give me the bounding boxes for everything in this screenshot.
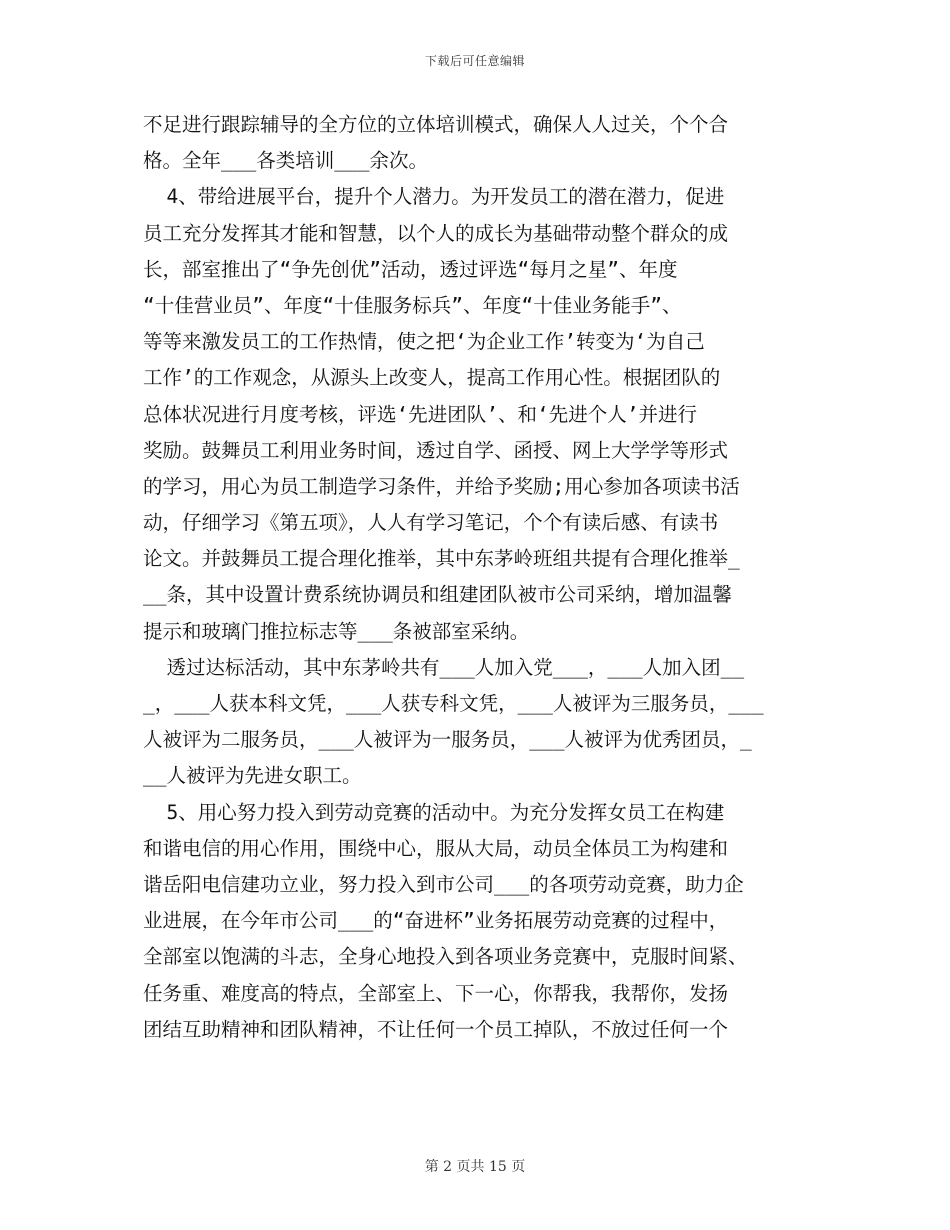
text-line: 工作’的工作观念，从源头上改变人，提高工作用心性。根据团队的 <box>143 366 721 390</box>
text-line: 员工充分发挥其才能和智慧，以个人的成长为基础带动整个群众的成 <box>143 221 729 245</box>
text-line: 动，仔细学习《第五项》，人人有学习笔记，个个有读后感、有读书 <box>143 511 719 535</box>
text-line: 奖励。鼓舞员工利用业务时间，透过自学、函授、网上大学学等形式 <box>143 438 729 462</box>
text-line: 任务重、难度高的特点，全部室上、下一心，你帮我，我帮你，发扬 <box>143 981 729 1005</box>
text-line: 透过达标活动，其中东茅岭共有___人加入党___，___人加入团__ <box>143 655 745 679</box>
body-text <box>143 107 808 1048</box>
text-line: 不足进行跟踪辅导的全方位的立体培训模式，确保人人过关，个个合 <box>143 113 729 136</box>
text-line: 格。全年___各类培训___余次。 <box>143 149 428 173</box>
text-line: __条，其中设置计费系统协调员和组建团队被市公司采纳，增加温馨 <box>143 583 732 607</box>
text-line: 全部室以饱满的斗志，全身心地投入到各项业务竞赛中，克服时间紧、 <box>143 945 748 969</box>
page-number: 第 2 页共 15 页 <box>424 1159 526 1175</box>
text-line: 团结互助精神和团队精神，不让任何一个员工掉队，不放过任何一个 <box>143 1017 729 1041</box>
header-note: 下载后可任意编辑 <box>424 54 525 68</box>
text-line: 论文。并鼓舞员工提合理化推举，其中东茅岭班组共提有合理化推举_ <box>143 547 740 571</box>
text-line: 的学习，用心为员工制造学习条件，并给予奖励;用心参加各项读书活 <box>143 474 740 498</box>
text-line: 长，部室推出了“争先创优”活动，透过评选“每月之星”、年度 <box>143 257 678 281</box>
text-line: 5、用心努力投入到劳动竞赛的活动中。为充分发挥女员工在构建 <box>143 800 725 824</box>
text-line: “十佳营业员”、年度“十佳服务标兵”、年度“十佳业务能手”、 <box>143 293 682 317</box>
text-line: 业进展，在今年市公司___的“奋进杯”业务拓展劳动竞赛的过程中， <box>143 909 729 933</box>
text-line: _，___人获本科文凭，___人获专科文凭，___人被评为三服务员，___ <box>143 692 764 715</box>
text-line: 总体状况进行月度考核，评选‘先进团队’、和‘先进个人’并进行 <box>143 402 697 426</box>
text-line: 4、带给进展平台，提升个人潜力。为开发员工的潜在潜力，促进 <box>143 185 725 209</box>
text-line: 提示和玻璃门推拉标志等___条被部室采纳。 <box>143 619 530 643</box>
text-line: 等等来激发员工的工作热情，使之把‘为企业工作’转变为‘为自己 <box>143 330 705 354</box>
text-line: 谐岳阳电信建功立业，努力投入到市公司___的各项劳动竞赛，助力企 <box>143 872 744 896</box>
text-line: __人被评为先进女职工。 <box>143 764 362 788</box>
text-line: 和谐电信的用心作用，围绕中心，服从大局，动员全体员工为构建和 <box>143 836 729 860</box>
text-line: 人被评为二服务员，___人被评为一服务员，___人被评为优秀团员，_ <box>143 728 752 752</box>
